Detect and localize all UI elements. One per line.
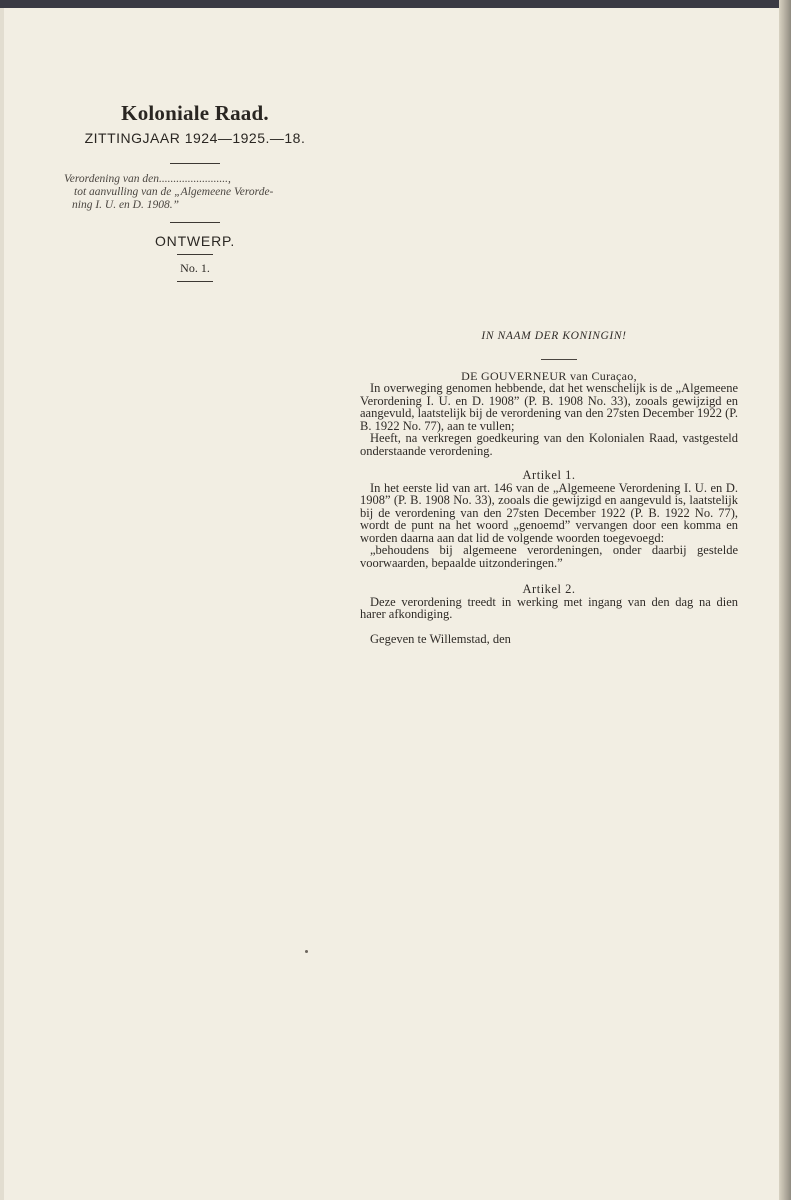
divider xyxy=(177,254,213,255)
article-1-quote: „behoudens bij algemeene verordeningen, onder daarbij gestelde voorwaarden, bepaalde uitzonderingen.” xyxy=(360,543,738,570)
royal-invocation: IN NAAM DER KONINGIN! xyxy=(481,330,627,342)
considering-paragraph: In overweging genomen hebbende, dat het wenschelijk is de „Algemeene Verordening I. U. en D. 1908” (P. B. 1908 No. 33), zooals gewijzigd en aangevuld, laatstelijk bij de verordening van den 27sten December 1922 (P. B. 1922 No. 77), aan te vullen; xyxy=(360,381,738,433)
subject-line: tot aanvulling van de „Algemeene Verorde- xyxy=(74,186,274,198)
divider xyxy=(177,281,213,282)
given-at-line: Gegeven te Willemstad, den xyxy=(370,631,511,646)
ordinance-subject xyxy=(60,173,330,212)
approval-paragraph: Heeft, na verkregen goedkeuring van den Kolonialen Raad, vastgesteld onderstaande verordening. xyxy=(360,431,738,458)
scan-top-edge xyxy=(0,0,791,8)
article-2-heading: Artikel 2. xyxy=(522,582,576,596)
subject-line: Verordening van den........................, xyxy=(64,173,231,185)
divider xyxy=(170,163,220,164)
subject-line: ning I. U. en D. 1908.” xyxy=(72,199,180,211)
ordinance-body xyxy=(360,330,738,645)
divider xyxy=(541,359,577,360)
governor-line: DE GOUVERNEUR van Curaçao, xyxy=(461,368,637,383)
draft-label: ONTWERP. xyxy=(154,233,236,249)
council-title: Koloniale Raad. xyxy=(121,101,269,125)
divider xyxy=(170,222,220,223)
heading-block xyxy=(60,100,330,282)
scan-right-edge xyxy=(779,0,791,1200)
scan-left-edge xyxy=(0,8,4,1200)
document-number: No. 1. xyxy=(180,261,210,275)
paper-speck xyxy=(305,950,308,953)
session-year: ZITTINGJAAR 1924—1925.—18. xyxy=(84,130,306,146)
article-1-text: In het eerste lid van art. 146 van de „Algemeene Verordening I. U. en D. 1908” (P. B. 1908 No. 33), zooals die gewijzigd en aangevuld is, laatstelijk bij de verordening van den 27sten December 1922 (P. B. 1922 No. 77), wordt de punt na het woord „genoemd” vervangen door een komma en worden daarna aan dat lid de volgende woorden toegevoegd: xyxy=(360,480,738,545)
article-2-text: Deze verordening treedt in werking met ingang van den dag na dien harer afkondiging. xyxy=(360,594,738,621)
article-1-heading: Artikel 1. xyxy=(522,468,576,482)
